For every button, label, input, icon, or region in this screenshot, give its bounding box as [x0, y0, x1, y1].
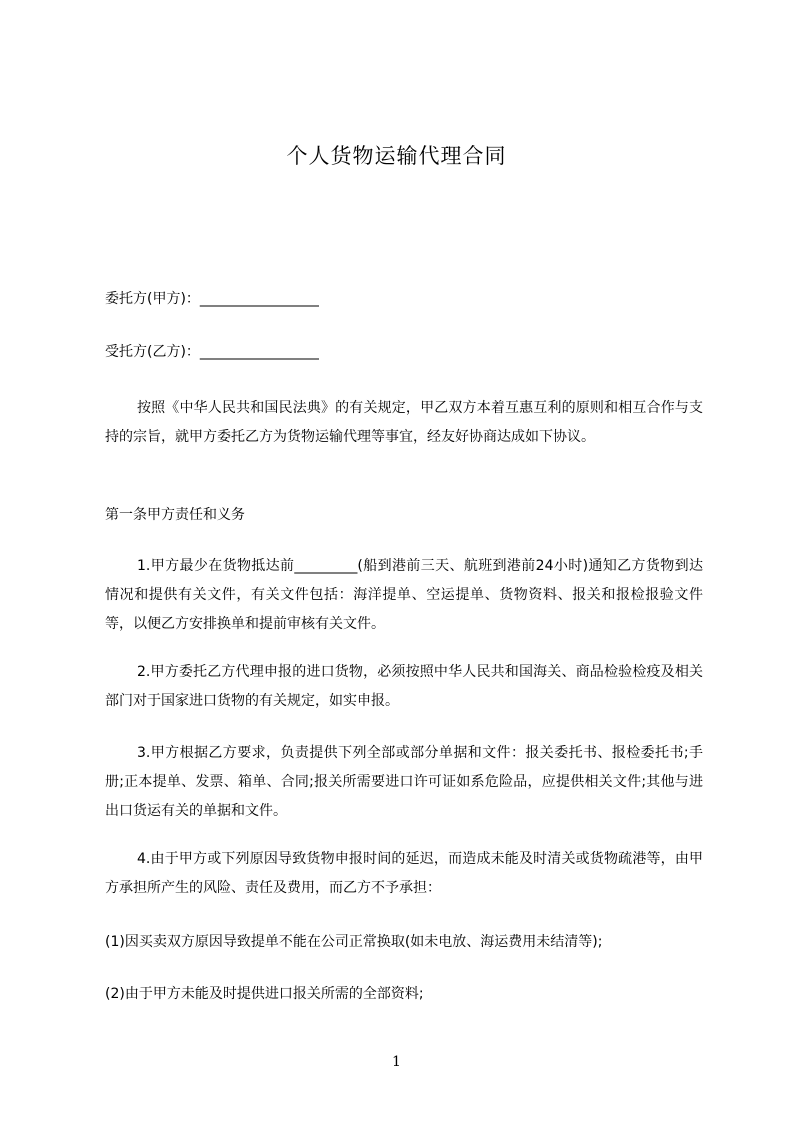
document-title: 个人货物运输代理合同 — [286, 144, 507, 168]
clause-1: 1.甲方最少在货物抵达前_________(船到港前三天、航班到港前24小时)通知乙方货物到达情况和提供有关文件，有关文件包括：海洋提单、空运提单、货物资料、报关和报检报验文件等，以便乙方安排换单和提前审核有关文件。 — [105, 558, 703, 632]
section-1-heading: 第一条甲方责任和义务 — [105, 507, 245, 523]
clause-2: 2.甲方委托乙方代理申报的进口货物，必须按照中华人民共和国海关、商品检验检疫及相关部门对于国家进口货物的有关规定，如实申报。 — [105, 664, 703, 709]
sub-item-1: (1)因买卖双方原因导致提单不能在公司正常换取(如未电放、海运费用未结清等); — [105, 934, 603, 950]
party-b-line: 受托方(乙方)：_________________ — [105, 344, 319, 360]
party-a-line: 委托方(甲方)：_________________ — [105, 291, 319, 307]
sub-item-2: (2)由于甲方未能及时提供进口报关所需的全部资料; — [105, 986, 424, 1002]
clause-4: 4.由于甲方或下列原因导致货物申报时间的延迟，而造成未能及时清关或货物疏港等，由甲方承担所产生的风险、责任及费用，而乙方不予承担： — [105, 851, 703, 896]
preamble-paragraph: 按照《中华人民共和国民法典》的有关规定，甲乙双方本着互惠互利的原则和相互合作与支持的宗旨，就甲方委托乙方为货物运输代理等事宜，经友好协商达成如下协议。 — [105, 400, 703, 445]
page-number: 1 — [392, 1054, 401, 1070]
clause-3: 3.甲方根据乙方要求，负责提供下列全部或部分单据和文件：报关委托书、报检委托书;手册;正本提单、发票、箱单、合同;报关所需要进口许可证如系危险品，应提供相关文件;其他与进出口货运有关的单据和文件。 — [105, 745, 703, 819]
